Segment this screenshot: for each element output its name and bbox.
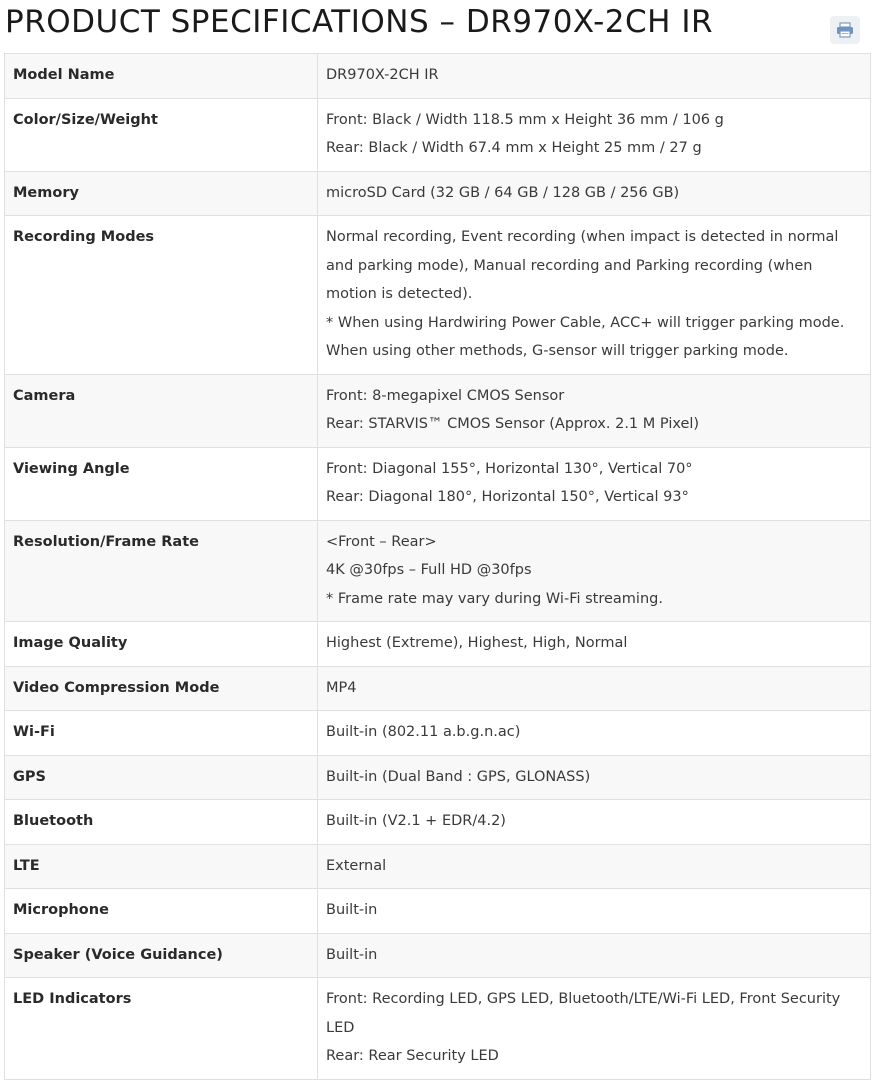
spec-row: [5, 933, 871, 978]
spec-value-line: * When using Hardwiring Power Cable, ACC+ will trigger parking mode. When using other methods, G-sensor will trigger parking mode.: [326, 314, 845, 359]
spec-value: [318, 755, 871, 800]
specifications-table-body: [5, 54, 871, 1080]
spec-value-line: Built-in: [326, 902, 378, 918]
spec-label: Viewing Angle: [5, 447, 318, 520]
spec-value: [318, 622, 871, 667]
spec-row: [5, 622, 871, 667]
spec-row: [5, 889, 871, 934]
print-button[interactable]: [830, 16, 860, 44]
spec-label: Bluetooth: [5, 800, 318, 845]
spec-label: Memory: [5, 171, 318, 216]
spec-row: [5, 666, 871, 711]
spec-value: [318, 374, 871, 447]
spec-value: [318, 666, 871, 711]
spec-label: Microphone: [5, 889, 318, 934]
spec-value-line: Rear: STARVIS™ CMOS Sensor (Approx. 2.1 M Pixel): [326, 416, 700, 432]
spec-label: Color/Size/Weight: [5, 98, 318, 171]
spec-value: [318, 447, 871, 520]
spec-value: [318, 933, 871, 978]
spec-value-line: Front: Diagonal 155°, Horizontal 130°, Vertical 70°: [326, 460, 693, 477]
spec-value-line: MP4: [326, 679, 357, 696]
spec-row: [5, 755, 871, 800]
spec-row: [5, 844, 871, 889]
spec-value-line: Rear: Rear Security LED: [326, 1048, 499, 1064]
spec-value-line: 4K @30fps – Full HD @30fps: [326, 562, 532, 578]
spec-label: Video Compression Mode: [5, 666, 318, 711]
spec-value-line: Rear: Black / Width 67.4 mm x Height 25 mm / 27 g: [326, 140, 702, 156]
spec-row: [5, 216, 871, 375]
spec-row: [5, 374, 871, 447]
spec-value-line: Built-in: [326, 946, 378, 963]
spec-value-line: Normal recording, Event recording (when impact is detected in normal and parking mode), Manual recording and Parking recording (when motion is detected).: [326, 229, 839, 302]
spec-row: [5, 98, 871, 171]
spec-label: Wi-Fi: [5, 711, 318, 756]
print-icon: [836, 22, 854, 38]
spec-value-line: <Front – Rear>: [326, 533, 437, 550]
spec-label: Model Name: [5, 54, 318, 99]
spec-value: [318, 844, 871, 889]
spec-label: Resolution/Frame Rate: [5, 520, 318, 622]
spec-value: [318, 711, 871, 756]
spec-row: [5, 800, 871, 845]
spec-label: Recording Modes: [5, 216, 318, 375]
spec-label: Camera: [5, 374, 318, 447]
spec-label: LED Indicators: [5, 978, 318, 1080]
spec-value: [318, 54, 871, 99]
spec-label: Speaker (Voice Guidance): [5, 933, 318, 978]
spec-value-line: DR970X-2CH IR: [326, 67, 439, 83]
spec-value: [318, 171, 871, 216]
spec-value-line: microSD Card (32 GB / 64 GB / 128 GB / 256 GB): [326, 184, 680, 201]
spec-value: [318, 978, 871, 1080]
spec-value: [318, 800, 871, 845]
spec-value-line: * Frame rate may vary during Wi-Fi streaming.: [326, 590, 663, 607]
spec-value-line: Rear: Diagonal 180°, Horizontal 150°, Vertical 93°: [326, 489, 689, 505]
spec-row: [5, 978, 871, 1080]
page-header: [5, 0, 871, 50]
spec-row: [5, 447, 871, 520]
page-title: PRODUCT SPECIFICATIONS – DR970X-2CH IR: [5, 4, 714, 40]
spec-value: [318, 889, 871, 934]
spec-value-line: Built-in (802.11 a.b.g.n.ac): [326, 724, 521, 740]
spec-value-line: Highest (Extreme), Highest, High, Normal: [326, 635, 628, 651]
spec-value-line: Front: Black / Width 118.5 mm x Height 36 mm / 106 g: [326, 111, 724, 128]
spec-value-line: Built-in (V2.1 + EDR/4.2): [326, 813, 506, 829]
spec-row: [5, 54, 871, 99]
spec-value-line: Built-in (Dual Band : GPS, GLONASS): [326, 768, 591, 785]
spec-value-line: External: [326, 857, 387, 874]
spec-row: [5, 711, 871, 756]
spec-label: GPS: [5, 755, 318, 800]
spec-label: Image Quality: [5, 622, 318, 667]
spec-value: [318, 520, 871, 622]
spec-value-line: Front: 8-megapixel CMOS Sensor: [326, 387, 565, 404]
spec-value: [318, 98, 871, 171]
spec-value-line: Front: Recording LED, GPS LED, Bluetooth/LTE/Wi-Fi LED, Front Security LED: [326, 991, 841, 1036]
spec-row: [5, 171, 871, 216]
specifications-table: [4, 53, 871, 1080]
spec-value: [318, 216, 871, 375]
spec-label: LTE: [5, 844, 318, 889]
spec-row: [5, 520, 871, 622]
